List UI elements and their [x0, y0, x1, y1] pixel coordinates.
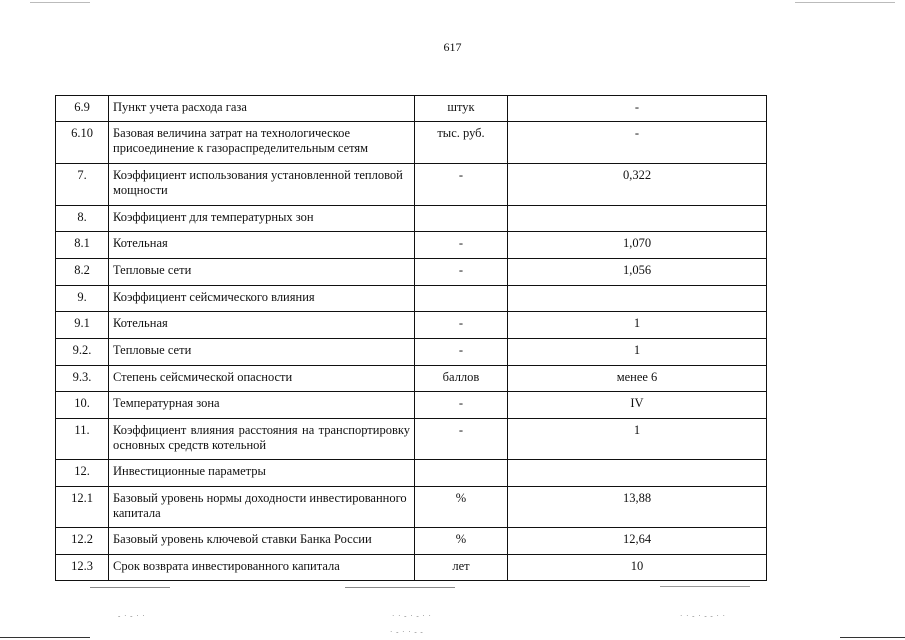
scan-line [30, 2, 90, 3]
row-number: 9.3. [56, 366, 109, 392]
row-unit: - [415, 164, 508, 206]
scan-line [840, 637, 905, 638]
row-number: 9.1 [56, 312, 109, 339]
scan-line [345, 587, 455, 588]
row-number: 9.2. [56, 339, 109, 366]
row-value [508, 286, 767, 312]
row-value: - [508, 122, 767, 164]
page-number: 617 [443, 40, 462, 54]
table-row [56, 339, 767, 366]
table-row [56, 419, 767, 460]
table-row [56, 487, 767, 528]
row-value: 1,056 [508, 259, 767, 286]
row-number: 12.3 [56, 555, 109, 581]
row-number: 6.9 [56, 96, 109, 122]
row-name: Температурная зона [109, 392, 415, 419]
table-row [56, 555, 767, 581]
row-name: Тепловые сети [109, 339, 415, 366]
scan-line [0, 637, 90, 638]
row-value: 1 [508, 339, 767, 366]
row-number: 8.2 [56, 259, 109, 286]
row-unit [415, 460, 508, 487]
row-value: 10 [508, 555, 767, 581]
row-value: 1,070 [508, 232, 767, 259]
scan-line [795, 2, 895, 3]
scan-noise: · · - · - · · [392, 612, 432, 620]
row-unit [415, 286, 508, 312]
table-row [56, 460, 767, 487]
row-number: 10. [56, 392, 109, 419]
table-row [56, 232, 767, 259]
row-value: IV [508, 392, 767, 419]
scan-line [660, 586, 750, 587]
row-name: Коэффициент сейсмического влияния [109, 286, 415, 312]
row-name: Коэффициент влияния расстояния на транспортировку основных средств котельной [109, 419, 415, 460]
row-value [508, 460, 767, 487]
table-row [56, 392, 767, 419]
table-row [56, 206, 767, 232]
row-name: Инвестиционные параметры [109, 460, 415, 487]
row-number: 12. [56, 460, 109, 487]
table-row [56, 366, 767, 392]
row-unit: штук [415, 96, 508, 122]
row-number: 6.10 [56, 122, 109, 164]
row-value: менее 6 [508, 366, 767, 392]
row-number: 12.2 [56, 528, 109, 555]
row-value: 12,64 [508, 528, 767, 555]
row-name: Срок возврата инвестированного капитала [109, 555, 415, 581]
row-value: - [508, 96, 767, 122]
row-name: Базовый уровень ключевой ставки Банка России [109, 528, 415, 555]
table-row [56, 259, 767, 286]
row-name: Базовый уровень нормы доходности инвестированного капитала [109, 487, 415, 528]
row-number: 8. [56, 206, 109, 232]
scan-noise: · · - · - - · · [680, 612, 726, 620]
scan-noise: - · - · · [118, 612, 146, 620]
table-row [56, 286, 767, 312]
row-name: Котельная [109, 312, 415, 339]
row-name: Коэффициент для температурных зон [109, 206, 415, 232]
row-number: 7. [56, 164, 109, 206]
table-row [56, 122, 767, 164]
row-number: 11. [56, 419, 109, 460]
row-name: Пункт учета расхода газа [109, 96, 415, 122]
table-row [56, 164, 767, 206]
row-value [508, 206, 767, 232]
row-name: Степень сейсмической опасности [109, 366, 415, 392]
row-value: 1 [508, 312, 767, 339]
scan-line [90, 587, 170, 588]
row-unit: % [415, 487, 508, 528]
table-row [56, 528, 767, 555]
row-unit: - [415, 232, 508, 259]
row-unit: % [415, 528, 508, 555]
row-number: 8.1 [56, 232, 109, 259]
row-unit: - [415, 259, 508, 286]
row-unit: - [415, 392, 508, 419]
row-unit: - [415, 419, 508, 460]
scan-noise: · - · · - - [390, 628, 424, 636]
row-number: 9. [56, 286, 109, 312]
row-number: 12.1 [56, 487, 109, 528]
row-name: Котельная [109, 232, 415, 259]
row-unit: тыс. руб. [415, 122, 508, 164]
parameters-table [55, 95, 767, 581]
row-name: Коэффициент использования установленной тепловой мощности [109, 164, 415, 206]
row-unit: баллов [415, 366, 508, 392]
row-name: Тепловые сети [109, 259, 415, 286]
row-name: Базовая величина затрат на технологическое присоединение к газораспределительным сетям [109, 122, 415, 164]
table-row [56, 96, 767, 122]
row-unit [415, 206, 508, 232]
row-value: 0,322 [508, 164, 767, 206]
row-value: 1 [508, 419, 767, 460]
table-row [56, 312, 767, 339]
row-unit: - [415, 339, 508, 366]
row-unit: - [415, 312, 508, 339]
row-unit: лет [415, 555, 508, 581]
row-value: 13,88 [508, 487, 767, 528]
